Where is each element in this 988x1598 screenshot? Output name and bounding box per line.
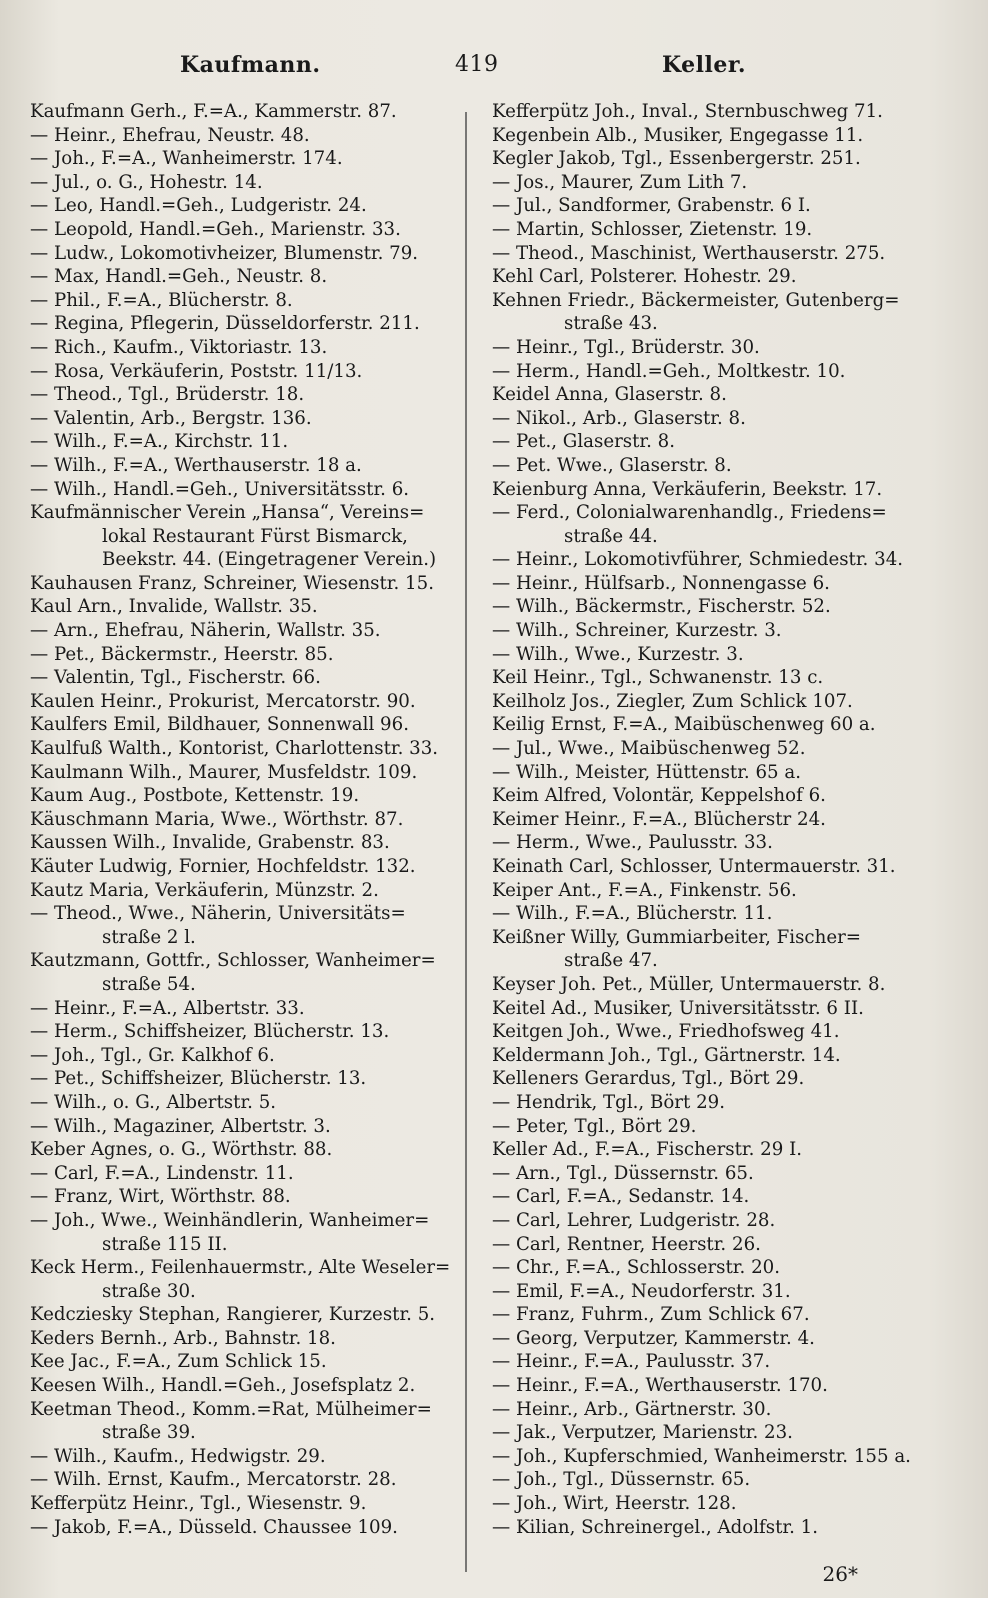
directory-entry: Keber Agnes, o. G., Wörthstr. 88. [30,1139,333,1161]
directory-entry: — Heinr., Hülfsarb., Nonnengasse 6. [492,572,830,594]
directory-entry: Keck Herm., Feilenhauermstr., Alte Weseler= [30,1257,451,1279]
directory-entry: — Valentin, Arb., Bergstr. 136. [30,407,312,429]
directory-entry: Keinath Carl, Schlosser, Untermauerstr. 31. [492,856,896,877]
directory-entry: — Rosa, Verkäuferin, Poststr. 11/13. [30,360,363,382]
directory-entry: — Phil., F.=A., Blücherstr. 8. [30,289,293,311]
directory-entry: — Wilh., Magaziner, Albertstr. 3. [30,1115,331,1137]
directory-entry: — Wilh. Ernst, Kaufm., Mercatorstr. 28. [30,1469,397,1491]
directory-entry: — Peter, Tgl., Bört 29. [492,1115,697,1137]
directory-entry: straße 43. [564,313,658,335]
directory-entry: Keidel Anna, Glaserstr. 8. [492,384,727,406]
directory-entry: Kee Jac., F.=A., Zum Schlick 15. [30,1351,327,1373]
directory-entry: — Hendrik, Tgl., Bört 29. [492,1091,726,1113]
directory-entry: — Pet., Glaserstr. 8. [492,431,676,453]
directory-entry: — Heinr., Tgl., Brüderstr. 30. [492,336,760,358]
directory-entry: Keienburg Anna, Verkäuferin, Beekstr. 17. [492,478,883,500]
directory-entry: straße 115 II. [102,1233,228,1255]
directory-entry: Kefferpütz Heinr., Tgl., Wiesenstr. 9. [30,1493,367,1515]
directory-entry: — Martin, Schlosser, Zietenstr. 19. [492,218,813,240]
directory-entry: — Franz, Wirt, Wörthstr. 88. [30,1186,291,1208]
directory-entry: — Heinr., Arb., Gärtnerstr. 30. [492,1398,772,1420]
directory-entry: — Herm., Handl.=Geh., Moltkestr. 10. [492,360,846,382]
directory-entry: Kaufmann Gerh., F.=A., Kammerstr. 87. [30,101,397,122]
directory-entry: — Joh., Wirt, Heerstr. 128. [492,1493,737,1515]
directory-entry: — Carl, Rentner, Heerstr. 26. [492,1233,761,1255]
directory-entry: — Rich., Kaufm., Viktoriastr. 13. [30,336,328,358]
directory-entry: Keders Bernh., Arb., Bahnstr. 18. [30,1327,336,1349]
directory-entry: Käuter Ludwig, Fornier, Hochfeldstr. 132. [30,856,416,877]
directory-entry: — Pet. Wwe., Glaserstr. 8. [492,454,732,476]
directory-entry: Keesen Wilh., Handl.=Geh., Josefsplatz 2. [30,1375,416,1397]
directory-entry: — Herm., Wwe., Paulusstr. 33. [492,832,773,854]
directory-entry: — Wilh., F.=A., Kirchstr. 11. [30,431,289,453]
directory-entry: — Chr., F.=A., Schlosserstr. 20. [492,1257,780,1279]
directory-entry: Kehnen Friedr., Bäckermeister, Gutenberg= [492,289,900,311]
directory-entry: Kelleners Gerardus, Tgl., Bört 29. [492,1068,805,1090]
right-column [492,100,932,1539]
directory-entry: Kaussen Wilh., Invalide, Grabenstr. 83. [30,832,390,854]
directory-entry: Keilholz Jos., Ziegler, Zum Schlick 107. [492,690,853,712]
directory-entry: — Heinr., F.=A., Werthauserstr. 170. [492,1375,828,1397]
directory-entry: — Jul., o. G., Hohestr. 14. [30,171,263,193]
directory-entry: — Georg, Verputzer, Kammerstr. 4. [492,1327,815,1349]
directory-entry: — Leo, Handl.=Geh., Ludgeristr. 24. [30,195,367,217]
directory-entry: — Carl, F.=A., Sedanstr. 14. [492,1186,750,1208]
header-left-keyword: Kaufmann. [180,52,321,78]
directory-entry: — Heinr., Ehefrau, Neustr. 48. [30,124,310,146]
directory-entry: Kautz Maria, Verkäuferin, Münzstr. 2. [30,879,379,901]
directory-entry: — Joh., Tgl., Gr. Kalkhof 6. [30,1044,275,1066]
directory-entry: — Wilh., Kaufm., Hedwigstr. 29. [30,1445,326,1467]
directory-entry: Keim Alfred, Volontär, Keppelshof 6. [492,785,826,807]
directory-entry: — Joh., F.=A., Wanheimerstr. 174. [30,148,343,170]
directory-entry: lokal Restaurant Fürst Bismarck, [102,525,408,547]
directory-entry: — Herm., Schiffsheizer, Blücherstr. 13. [30,1021,390,1043]
directory-entry: — Jakob, F.=A., Düsseld. Chaussee 109. [30,1516,398,1538]
directory-entry: Keiper Ant., F.=A., Finkenstr. 56. [492,879,797,901]
directory-entry: — Heinr., F.=A., Albertstr. 33. [30,997,305,1019]
directory-entry: Kaulen Heinr., Prokurist, Mercatorstr. 90. [30,690,416,712]
directory-entry: — Jul., Sandformer, Grabenstr. 6 I. [492,195,811,217]
directory-entry: — Wilh., Meister, Hüttenstr. 65 a. [492,761,802,783]
directory-entry: Keißner Willy, Gummiarbeiter, Fischer= [492,926,862,948]
directory-entry: — Pet., Schiffsheizer, Blücherstr. 13. [30,1068,367,1090]
directory-entry: Käuschmann Maria, Wwe., Wörthstr. 87. [30,808,404,830]
directory-entry: — Wilh., F.=A., Blücherstr. 11. [492,903,773,925]
directory-entry: — Franz, Fuhrm., Zum Schlick 67. [492,1304,810,1326]
directory-entry: Keitgen Joh., Wwe., Friedhofsweg 41. [492,1021,840,1043]
directory-entry: — Wilh., o. G., Albertstr. 5. [30,1091,277,1113]
directory-entry: — Joh., Kupferschmied, Wanheimerstr. 155 a. [492,1445,911,1467]
directory-entry: — Emil, F.=A., Neudorferstr. 31. [492,1280,791,1302]
signature-mark: 26* [822,1562,858,1586]
directory-entry: — Pet., Bäckermstr., Heerstr. 85. [30,643,334,665]
directory-entry: straße 2 l. [102,926,196,948]
directory-entry: — Heinr., F.=A., Paulusstr. 37. [492,1351,771,1373]
directory-entry: Keitel Ad., Musiker, Universitätsstr. 6 II. [492,997,864,1019]
directory-entry: — Wilh., F.=A., Werthauserstr. 18 a. [30,454,362,476]
directory-entry: Kaum Aug., Postbote, Kettenstr. 19. [30,785,360,807]
page-header [30,52,958,92]
directory-entry: — Wilh., Schreiner, Kurzestr. 3. [492,620,782,642]
directory-entry: Keller Ad., F.=A., Fischerstr. 29 I. [492,1139,803,1161]
directory-entry: Keetman Theod., Komm.=Rat, Mülheimer= [30,1398,432,1420]
directory-entry: — Joh., Tgl., Düssernstr. 65. [492,1469,751,1491]
directory-entry: — Arn., Tgl., Düssernstr. 65. [492,1162,754,1184]
directory-entry: Kegler Jakob, Tgl., Essenbergerstr. 251. [492,148,861,170]
directory-entry: Kauhausen Franz, Schreiner, Wiesenstr. 15. [30,572,434,594]
directory-entry: Kefferpütz Joh., Inval., Sternbuschweg 71. [492,101,883,122]
directory-entry: — Max, Handl.=Geh., Neustr. 8. [30,266,328,288]
directory-entry: Keldermann Joh., Tgl., Gärtnerstr. 14. [492,1044,841,1066]
directory-entry: — Wilh., Bäckermstr., Fischerstr. 52. [492,596,831,618]
directory-entry: — Wilh., Wwe., Kurzestr. 3. [492,643,744,665]
directory-entry: — Theod., Wwe., Näherin, Universitäts= [30,903,406,925]
directory-entry: Kaul Arn., Invalide, Wallstr. 35. [30,596,318,618]
directory-entry: — Leopold, Handl.=Geh., Marienstr. 33. [30,218,401,240]
directory-entry: Keimer Heinr., F.=A., Blücherstr 24. [492,808,826,830]
directory-entry: — Theod., Tgl., Brüderstr. 18. [30,384,305,406]
directory-entry: straße 44. [564,525,658,547]
directory-entry: — Valentin, Tgl., Fischerstr. 66. [30,667,321,689]
page-number: 419 [455,52,499,77]
directory-entry: — Jak., Verputzer, Marienstr. 23. [492,1422,793,1444]
directory-entry: — Kilian, Schreinergel., Adolfstr. 1. [492,1516,819,1538]
directory-entry: Kaufmännischer Verein „Hansa“, Vereins= [30,502,425,524]
directory-entry: — Ferd., Colonialwarenhandlg., Friedens= [492,502,887,524]
left-column [30,100,460,1539]
directory-entry: — Jos., Maurer, Zum Lith 7. [492,171,748,193]
directory-entry: straße 54. [102,973,196,995]
directory-entry: Kehl Carl, Polsterer. Hohestr. 29. [492,266,797,288]
directory-entry: Kegenbein Alb., Musiker, Engegasse 11. [492,124,864,146]
directory-entry: — Regina, Pflegerin, Düsseldorferstr. 211. [30,313,420,335]
directory-entry: — Wilh., Handl.=Geh., Universitätsstr. 6. [30,478,410,500]
directory-entry: — Carl, F.=A., Lindenstr. 11. [30,1162,294,1184]
directory-entry: Kaulfers Emil, Bildhauer, Sonnenwall 96. [30,714,409,736]
directory-entry: — Nikol., Arb., Glaserstr. 8. [492,407,746,429]
directory-entry: — Heinr., Lokomotivführer, Schmiedestr. 34. [492,549,904,571]
directory-entry: straße 39. [102,1422,196,1444]
directory-entry: Kaulmann Wilh., Maurer, Musfeldstr. 109. [30,761,418,783]
header-right-keyword: Keller. [662,52,747,78]
directory-entry: straße 47. [564,950,658,972]
directory-entry: Kaulfuß Walth., Kontorist, Charlottenstr. 33. [30,738,439,760]
directory-entry: Keil Heinr., Tgl., Schwanenstr. 13 c. [492,667,824,689]
directory-entry: Beekstr. 44. (Eingetragener Verein.) [102,549,437,571]
directory-entry: — Ludw., Lokomotivheizer, Blumenstr. 79. [30,242,419,264]
directory-entry: straße 30. [102,1280,196,1302]
directory-entry: Kautzmann, Gottfr., Schlosser, Wanheimer= [30,950,436,972]
directory-entry: — Jul., Wwe., Maibüschenweg 52. [492,738,806,760]
column-divider [465,112,467,1572]
directory-entry: Keilig Ernst, F.=A., Maibüschenweg 60 a. [492,714,876,736]
directory-entry: — Carl, Lehrer, Ludgeristr. 28. [492,1209,776,1231]
directory-entry: — Joh., Wwe., Weinhändlerin, Wanheimer= [30,1209,430,1231]
directory-entry: — Theod., Maschinist, Werthauserstr. 275. [492,242,886,264]
directory-entry: — Arn., Ehefrau, Näherin, Wallstr. 35. [30,620,381,642]
directory-entry: Keyser Joh. Pet., Müller, Untermauerstr. 8. [492,973,886,995]
directory-entry: Kedcziesky Stephan, Rangierer, Kurzestr. 5. [30,1304,436,1326]
